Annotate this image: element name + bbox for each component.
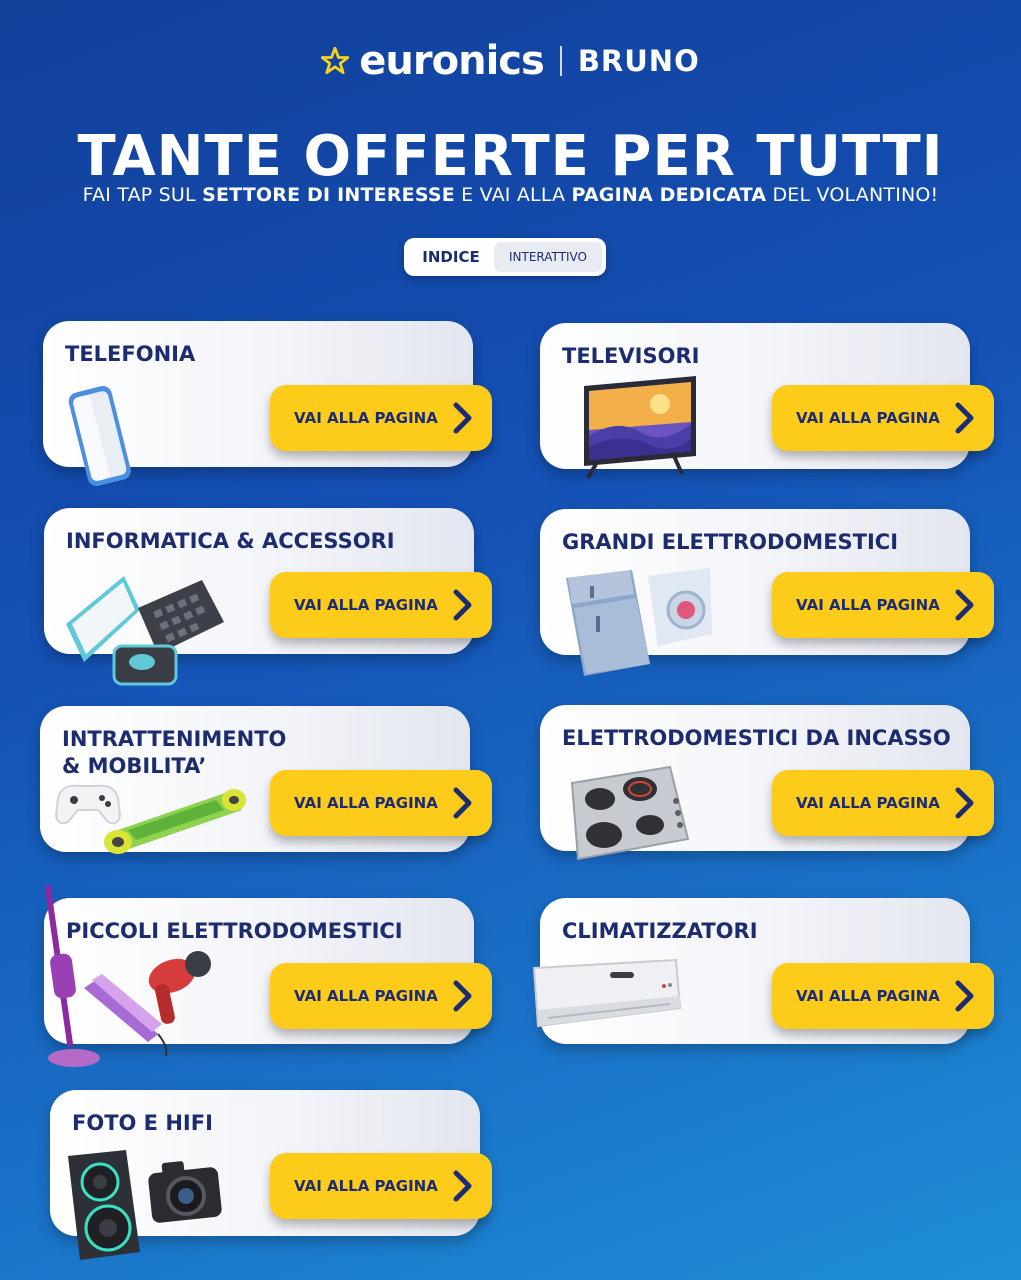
go-to-page-button[interactable]: VAI ALLA PAGINA: [270, 770, 492, 836]
category-title: GRANDI ELETTRODOMESTICI: [562, 530, 899, 554]
fridge-washer-icon: [560, 564, 720, 680]
category-title: FOTO E HIFI: [72, 1111, 213, 1135]
go-to-page-button[interactable]: VAI ALLA PAGINA: [772, 572, 994, 638]
air-conditioner-icon: [530, 958, 684, 1032]
chevron-right-icon: [452, 401, 474, 435]
store-name: BRUNO: [577, 44, 700, 78]
category-title: INTRATTENIMENTO & MOBILITA’: [62, 727, 287, 778]
page-title: TANTE OFFERTE PER TUTTI: [77, 124, 944, 189]
logo-divider: [560, 46, 562, 76]
small-appliances-icon: [40, 884, 218, 1074]
chevron-right-icon: [452, 979, 474, 1013]
chevron-right-icon: [954, 588, 976, 622]
category-title: INFORMATICA & ACCESSORI: [66, 529, 395, 553]
header: [0, 38, 1021, 84]
chevron-right-icon: [452, 1169, 474, 1203]
gamepad-hoverboard-icon: [52, 778, 248, 856]
go-to-page-button[interactable]: VAI ALLA PAGINA: [772, 385, 994, 451]
smartphone-icon: [60, 382, 140, 492]
chevron-right-icon: [954, 979, 976, 1013]
category-title: CLIMATIZZATORI: [562, 919, 758, 943]
euronics-logo: [321, 38, 699, 84]
cooktop-icon: [568, 763, 692, 863]
chevron-right-icon: [452, 786, 474, 820]
chevron-right-icon: [954, 401, 976, 435]
go-to-page-button[interactable]: VAI ALLA PAGINA: [772, 770, 994, 836]
go-to-page-button[interactable]: VAI ALLA PAGINA: [772, 963, 994, 1029]
category-title: ELETTRODOMESTICI DA INCASSO: [562, 726, 951, 750]
television-icon: [578, 372, 704, 492]
chevron-right-icon: [452, 588, 474, 622]
interactive-index-badge: [404, 238, 606, 276]
star-icon: [321, 47, 349, 75]
page-subtitle: FAI TAP SUL SETTORE DI INTERESSE E VAI ALLA PAGINA DEDICATA DEL VOLANTINO!: [82, 184, 939, 206]
brand-name: euronics: [359, 38, 544, 84]
index-label: INDICE: [422, 248, 480, 266]
go-to-page-button[interactable]: VAI ALLA PAGINA: [270, 385, 492, 451]
computer-accessories-icon: [62, 570, 226, 688]
go-to-page-button[interactable]: VAI ALLA PAGINA: [270, 572, 492, 638]
category-title: TELEFONIA: [65, 342, 196, 366]
interactive-label: INTERATTIVO: [494, 242, 602, 272]
speaker-camera-icon: [64, 1148, 228, 1262]
category-title: PICCOLI ELETTRODOMESTICI: [66, 919, 403, 943]
go-to-page-button[interactable]: VAI ALLA PAGINA: [270, 1153, 492, 1219]
category-title: TELEVISORI: [562, 344, 700, 368]
go-to-page-button[interactable]: VAI ALLA PAGINA: [270, 963, 492, 1029]
chevron-right-icon: [954, 786, 976, 820]
